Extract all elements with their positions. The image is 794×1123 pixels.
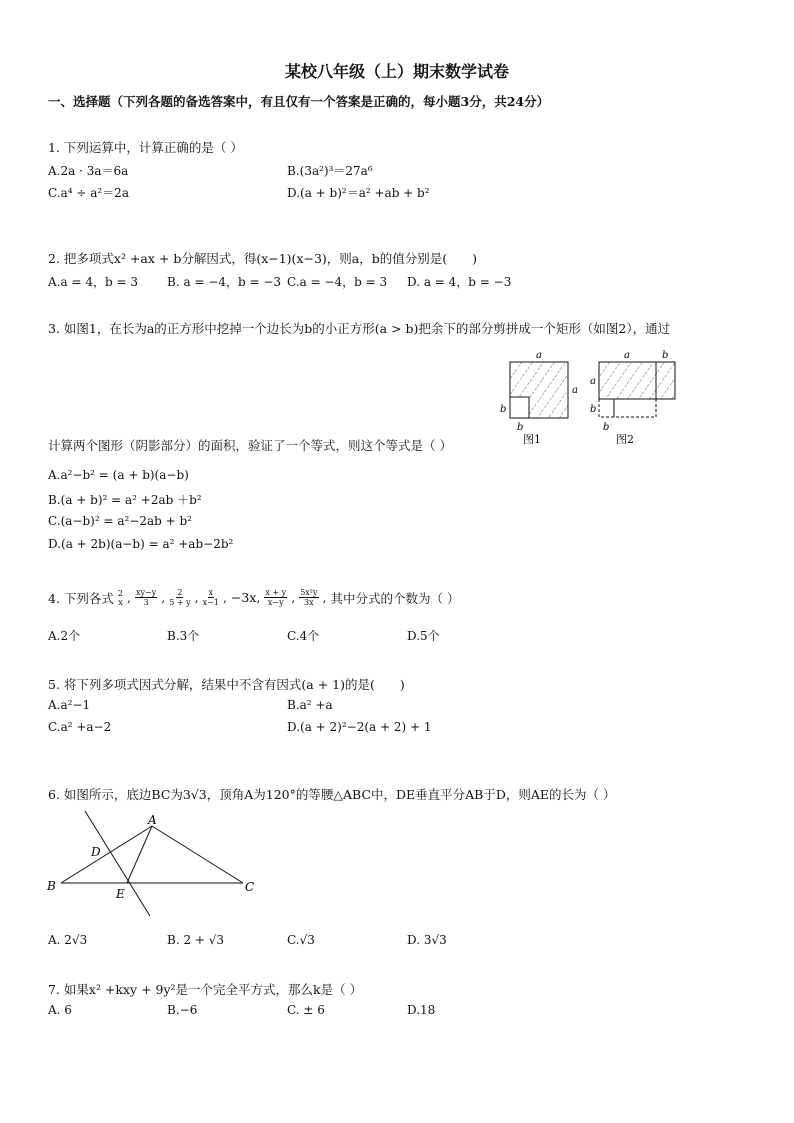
question-4-mid: −3x, [230, 590, 261, 605]
fraction-2-numerator: xy−y [135, 588, 157, 597]
fraction-6 [299, 588, 318, 607]
fraction-6-numerator: 5x²y [300, 588, 318, 597]
figure-2-label-a-left: a [590, 376, 596, 387]
fraction-5 [264, 588, 287, 607]
fraction-1-numerator: 2 [117, 588, 123, 598]
fraction-2-denominator: 3 [143, 598, 149, 607]
question-5-option-d: D.(a + 2)²−2(a + 2) + 1 [287, 720, 432, 734]
question-7-stem: 7. 如果x² +kxy + 9y²是一个完全平方式，那么k是（ ） [48, 982, 363, 997]
question-6-option-d: D. 3√3 [407, 933, 447, 947]
fraction-4-numerator: x [208, 588, 214, 597]
figure-1-caption: 图1 [523, 433, 541, 446]
figure-2-label-a-top: a [624, 350, 630, 361]
question-3-figures [490, 344, 690, 450]
figure-2-label-b-top: b [662, 350, 669, 361]
figure-1-label-a-right: a [572, 385, 578, 396]
question-3-option-a: A.a²−b² = (a + b)(a−b) [48, 468, 189, 482]
fraction-3-numerator: 2 [177, 588, 183, 597]
fraction-1-denominator: x [118, 597, 123, 607]
fraction-5-denominator: x−y [267, 598, 284, 607]
question-6-option-b: B. 2 + √3 [167, 933, 225, 947]
question-5-stem: 5. 将下列多项式因式分解，结果中不含有因式(a + 1)的是( ) [48, 677, 405, 692]
figure-1-label-b-bottom: b [517, 422, 524, 433]
question-3-stem-line1: 3. 如图1，在长为a的正方形中挖掉一个边长为b的小正方形(a > b)把余下的部分剪拼成一个矩形（如图2），通过 [48, 321, 671, 336]
question-6-stem: 6. 如图所示，底边BC为3√3，顶角A为120°的等腰△ABC中，DE垂直平分AB于D，则AE的长为（ ） [48, 787, 616, 802]
question-6-option-c: C.√3 [287, 933, 315, 947]
question-1-option-d: D.(a + b)²＝a² +ab + b² [287, 186, 430, 200]
section-heading: 一、选择题（下列各题的备选答案中，有且仅有一个答案是正确的，每小题3分，共24分） [48, 94, 550, 109]
question-7-option-b: B.−6 [167, 1003, 198, 1017]
question-2-option-a: A.a = 4，b = 3 [48, 275, 138, 289]
point-b-label: B [47, 879, 56, 893]
question-6-triangle-diagram [40, 806, 270, 922]
point-d-label: D [91, 845, 101, 859]
fraction-5-numerator: x + y [265, 588, 287, 597]
question-4-option-d: D.5个 [407, 629, 440, 643]
question-4-option-c: C.4个 [287, 629, 320, 643]
question-4-option-b: B.3个 [167, 629, 200, 643]
question-5-option-c: C.a² +a−2 [48, 720, 112, 734]
question-1-option-c: C.a⁴ ÷ a²＝2a [48, 186, 129, 200]
question-2-option-d: D. a = 4，b = −3 [407, 275, 512, 289]
page-title: 某校八年级（上）期末数学试卷 [284, 62, 509, 81]
question-3-option-c: C.(a−b)² = a²−2ab + b² [48, 514, 192, 528]
question-2-option-b: B. a = −4，b = −3 [167, 275, 282, 289]
question-7-option-a: A. 6 [48, 1003, 72, 1017]
question-4-suffix: 其中分式的个数为（ ） [330, 590, 460, 606]
fraction-4-denominator: x−1 [202, 598, 219, 607]
question-4-option-a: A.2个 [48, 629, 81, 643]
question-7-option-c: C. ± 6 [287, 1003, 325, 1017]
question-1-option-b: B.(3a²)³＝27a⁶ [287, 164, 373, 178]
fraction-6-denominator: 3x [304, 598, 314, 607]
figure-1-label-b-left: b [500, 404, 507, 415]
fraction-4 [203, 588, 219, 607]
question-7-option-d: D.18 [407, 1003, 436, 1017]
figure-2-rectangle [599, 362, 675, 417]
question-3-stem-line2: 计算两个图形（阴影部分）的面积，验证了一个等式，则这个等式是（ ） [48, 438, 452, 453]
point-c-label: C [245, 880, 255, 894]
question-5-option-a: A.a²−1 [48, 698, 91, 712]
fraction-1 [118, 589, 123, 607]
question-5-option-b: B.a² +a [287, 698, 333, 712]
point-e-label: E [116, 887, 125, 901]
figure-2-label-b-left: b [590, 404, 597, 415]
point-a-label: A [148, 813, 157, 827]
question-2-option-c: C.a = −4，b = 3 [287, 275, 388, 289]
question-2-stem: 2. 把多项式x² +ax + b分解因式，得(x−1)(x−3)，则a，b的值分别是( ) [48, 251, 477, 266]
figure-1-label-a-top: a [536, 350, 542, 361]
question-3-option-b: B.(a + b)² = a² +2ab ＋b² [48, 493, 202, 507]
question-4-stem: 4. 下列各式 2 x , $\frac{xy-y}{3}$ , $\frac{2}{5 + y}$ , $\frac{x}{x-1}$ , −3x, $\frac{x + y}{x-y}$ , $\frac{\text{5x²y}}{3x}$ , 其中分式的个数为（ ） [48, 588, 460, 607]
question-1-stem: 1. 下列运算中，计算正确的是（ ） [48, 140, 243, 155]
question-4-prefix: 4. 下列各式 [48, 590, 114, 606]
question-3-option-d: D.(a + 2b)(a−b) = a² +ab−2b² [48, 537, 234, 551]
figure-2-label-b-bottom: b [603, 422, 610, 433]
question-1-option-a: A.2a · 3a＝6a [48, 164, 129, 178]
question-6-option-a: A. 2√3 [48, 933, 88, 947]
figure-1-square-with-hole [510, 362, 568, 418]
fraction-2 [135, 588, 157, 607]
fraction-3-denominator: 5 + y [169, 598, 191, 607]
figure-2-caption: 图2 [616, 433, 634, 446]
fraction-3 [169, 588, 190, 607]
